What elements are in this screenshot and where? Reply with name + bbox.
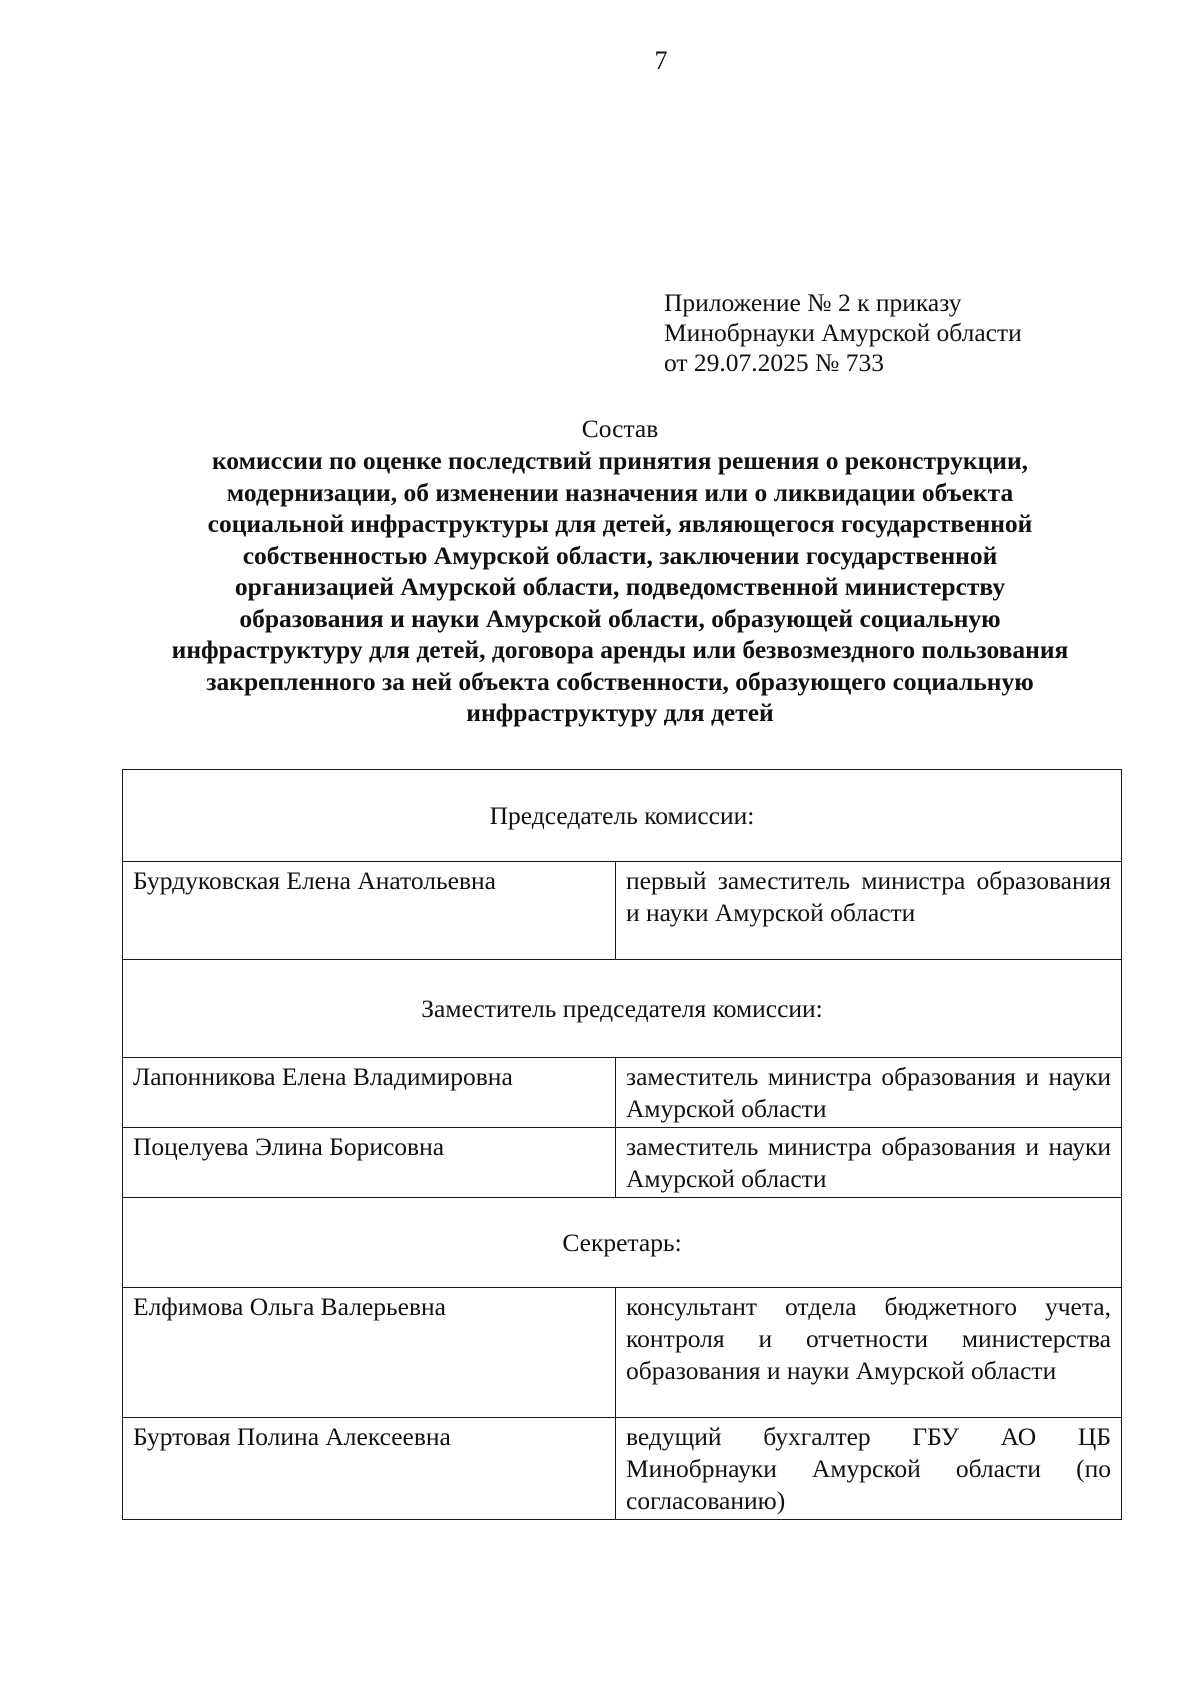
- subtitle-line: организацией Амурской области, подведомственной министерству: [234, 572, 1006, 601]
- table-row: [123, 1198, 1122, 1288]
- table-row: [123, 1128, 1122, 1198]
- table-row: [123, 862, 1122, 960]
- member-name: Поцелуева Элина Борисовна: [123, 1128, 616, 1198]
- member-position: первый заместитель министра образования и науки Амурской области: [616, 862, 1122, 960]
- member-name: Лапонникова Елена Владимировна: [123, 1058, 616, 1128]
- deputy-header: Заместитель председателя комиссии:: [123, 960, 1122, 1058]
- subtitle-line: собственностью Амурской области, заключении государственной: [242, 540, 998, 570]
- table-row: [123, 1418, 1122, 1520]
- annex-line: от 29.07.2025 № 733: [664, 348, 885, 377]
- commission-members-table: [122, 769, 1122, 1520]
- document-subtitle: [110, 445, 1130, 729]
- member-name: Елфимова Ольга Валерьевна: [123, 1288, 616, 1418]
- table-row: [123, 1288, 1122, 1418]
- subtitle-line: комиссии по оценке последствий принятия решения о реконструкции,: [211, 446, 1029, 475]
- member-position: заместитель министра образования и науки Амурской области: [616, 1058, 1122, 1128]
- subtitle-line: социальной инфраструктуры для детей, являющегося государственной: [207, 509, 1033, 538]
- table-row: [123, 960, 1122, 1058]
- subtitle-line: образования и науки Амурской области, образующей социальную: [239, 603, 1001, 633]
- document-title: Состав: [581, 414, 659, 443]
- table-row: [123, 1058, 1122, 1128]
- member-name: Бурдуковская Елена Анатольевна: [123, 862, 616, 960]
- annex-reference: [664, 288, 1022, 378]
- chair-header: Председатель комиссии:: [123, 770, 1122, 862]
- table-row: [123, 770, 1122, 862]
- member-position: заместитель министра образования и науки Амурской области: [616, 1128, 1122, 1198]
- member-name: Буртовая Полина Алексеевна: [123, 1418, 616, 1520]
- subtitle-line: инфраструктуру для детей: [466, 698, 774, 727]
- secretary-header: Секретарь:: [123, 1198, 1122, 1288]
- annex-line: Минобрнауки Амурской области: [664, 318, 1022, 347]
- subtitle-line: закрепленного за ней объекта собственности, образующего социальную: [206, 666, 1034, 696]
- subtitle-line: инфраструктуру для детей, договора аренды или безвозмездного пользования: [171, 635, 1069, 664]
- subtitle-line: модернизации, об изменении назначения или о ликвидации объекта: [226, 477, 1014, 507]
- annex-line: Приложение № 2 к приказу: [664, 288, 962, 317]
- document-heading: [110, 414, 1130, 729]
- member-position: ведущий бухгалтер ГБУ АО ЦБ Минобрнауки Амурской области (по согласованию): [616, 1418, 1122, 1520]
- member-position: консультант отдела бюджетного учета, контроля и отчетности министерства образования и науки Амурской области: [616, 1288, 1122, 1418]
- page-number: 7: [654, 46, 668, 75]
